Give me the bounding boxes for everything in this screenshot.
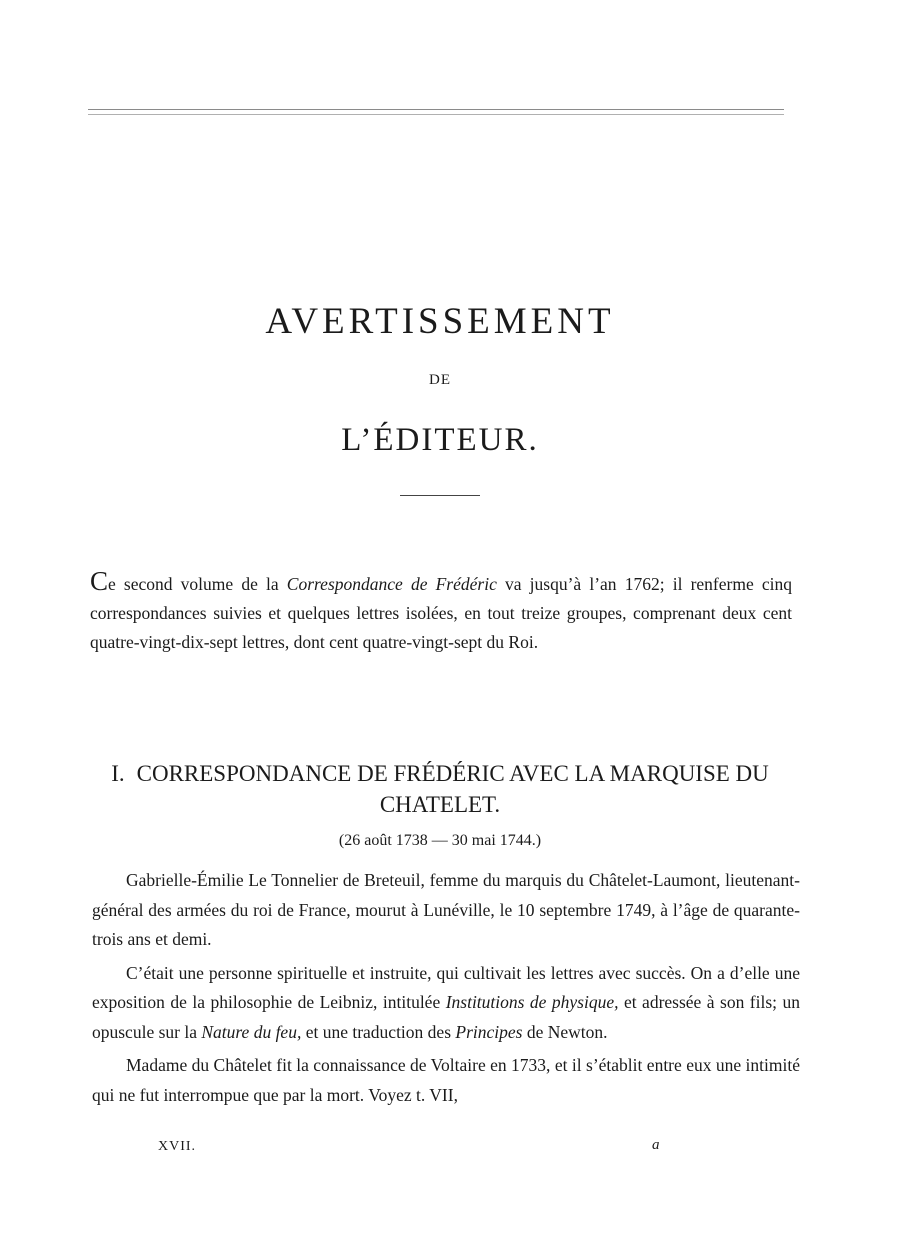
- body-text-span: C’était une personne spirituelle et instruite, qui cultivait les lettres avec succès. On a d’elle une exposition de la philosophie de Leibniz, intitulée: [92, 962, 800, 1012]
- body-text-span: de Newton.: [522, 1021, 608, 1042]
- header-rule: [88, 109, 784, 115]
- intro-italic-title: Correspondance de Frédéric: [286, 574, 497, 594]
- body-text-span: et une traduction des: [301, 1021, 456, 1042]
- signature-mark: XVII.: [158, 1139, 197, 1154]
- intro-text-2: va jusqu’à l’an 1762; il renferme cinq correspondances suivies et quelques lettres isolées, en tout treize groupes, comprenant deux cent quatre-vingt-dix-sept lettres, dont cent quatre-vingt-sept du Roi.: [90, 574, 793, 652]
- section-heading-text: CORRESPONDANCE DE FRÉDÉRIC AVEC LA MARQUISE DU CHATELET.: [136, 761, 769, 817]
- page-subtitle: L’ÉDITEUR.: [341, 422, 539, 458]
- italic-title-nature-du-feu: Nature du feu,: [201, 1021, 302, 1042]
- section-numeral: I.: [111, 761, 125, 786]
- body-paragraph-3: Madame du Châtelet fit la connaissance de Voltaire en 1733, et il s’établit entre eux une intimité qui ne fut interrompue que par la mort. Voyez t. VII,: [92, 1055, 800, 1105]
- title-connector: DE: [429, 372, 451, 388]
- title-divider: [400, 495, 480, 496]
- body-text-span: et adressée à son fils; un opuscule sur la: [92, 992, 800, 1042]
- italic-title-institutions: Institutions de physique,: [445, 992, 619, 1012]
- page-title: AVERTISSEMENT: [265, 301, 615, 342]
- gathering-letter: a: [652, 1137, 660, 1153]
- body-paragraph-1: Gabrielle-Émilie Le Tonnelier de Breteuil, femme du marquis du Châtelet-Laumont, lieutenant-général des armées du roi de France, mourut à Lunéville, le 10 septembre 1749, à l’âge de quarante-trois ans et demi.: [92, 870, 800, 949]
- section-body: [92, 866, 800, 1114]
- section-heading: [100, 758, 780, 820]
- body-paragraph-2: [92, 959, 800, 1048]
- intro-text-1: e second volume de la: [108, 574, 287, 594]
- intro-paragraph: [90, 566, 793, 657]
- italic-title-principes: Principes: [455, 1021, 523, 1042]
- drop-cap: C: [90, 566, 109, 596]
- section-dates: (26 août 1738 — 30 mai 1744.): [338, 832, 542, 849]
